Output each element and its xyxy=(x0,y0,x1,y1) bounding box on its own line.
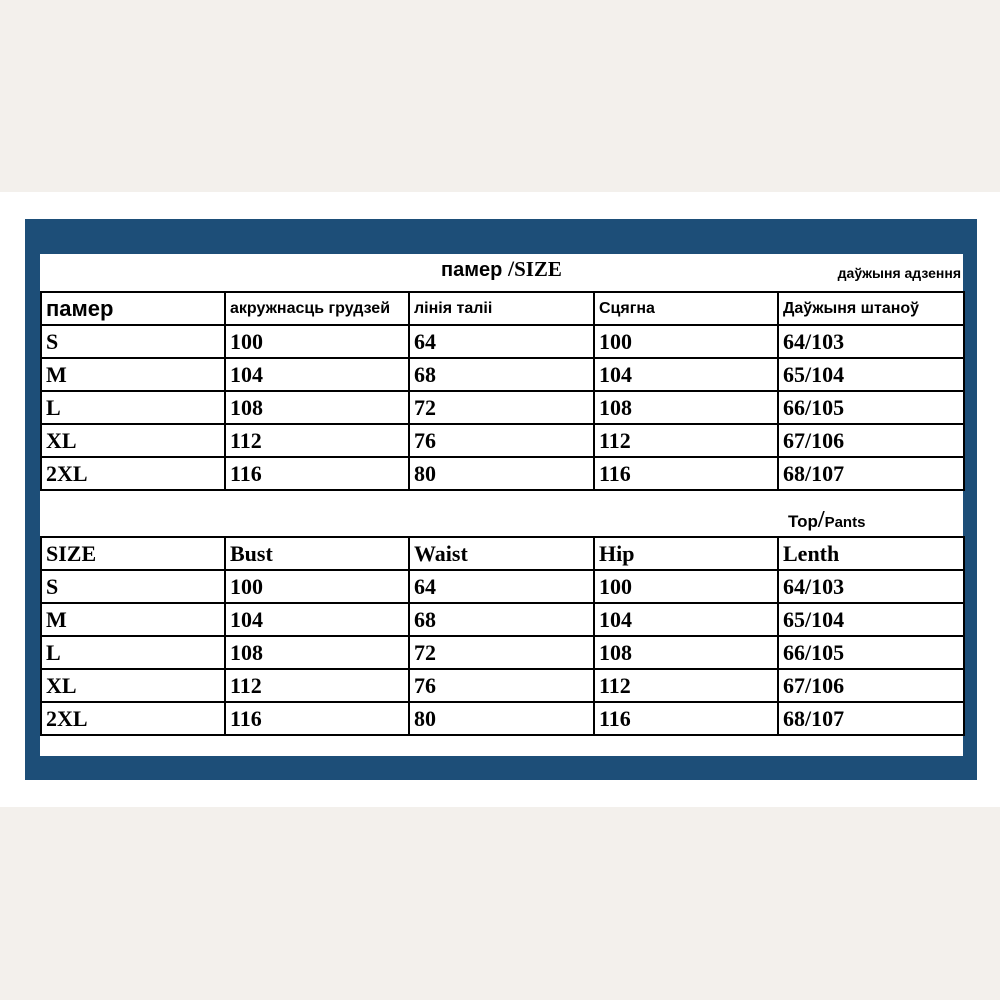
header-cell: Waist xyxy=(409,537,594,570)
title-slash: / xyxy=(507,256,515,281)
table-cell: 100 xyxy=(225,325,409,358)
title-part1: памер xyxy=(441,259,508,281)
table-cell: 104 xyxy=(594,603,778,636)
table-cell: 2XL xyxy=(41,457,225,490)
table-cell: 108 xyxy=(225,391,409,424)
bottom-section-note xyxy=(788,507,866,533)
header-cell: SIZE xyxy=(41,537,225,570)
table-cell: 112 xyxy=(225,669,409,702)
note-top: Top xyxy=(788,512,818,531)
table-cell: 100 xyxy=(594,570,778,603)
top-size-table xyxy=(40,291,965,491)
header-cell: Сцягна xyxy=(594,292,778,325)
table-cell: 66/105 xyxy=(778,636,964,669)
table-cell: 66/105 xyxy=(778,391,964,424)
table-row xyxy=(41,391,964,424)
header-cell: акружнасць грудзей xyxy=(225,292,409,325)
bottom-size-table xyxy=(40,536,965,736)
table-row xyxy=(41,457,964,490)
table-cell: L xyxy=(41,636,225,669)
table-cell: 116 xyxy=(594,702,778,735)
table-cell: 104 xyxy=(225,603,409,636)
table-row xyxy=(41,358,964,391)
table-cell: 67/106 xyxy=(778,669,964,702)
note-pants: Pants xyxy=(824,514,866,531)
table-cell: 64/103 xyxy=(778,325,964,358)
table-cell: 67/106 xyxy=(778,424,964,457)
table-cell: 112 xyxy=(594,424,778,457)
table-cell: XL xyxy=(41,424,225,457)
table-cell: 112 xyxy=(594,669,778,702)
table-cell: 68/107 xyxy=(778,457,964,490)
table-row xyxy=(41,603,964,636)
header-cell: Lenth xyxy=(778,537,964,570)
table-cell: 116 xyxy=(594,457,778,490)
header-cell: Hip xyxy=(594,537,778,570)
table-header-row xyxy=(41,537,964,570)
table-row xyxy=(41,669,964,702)
table-cell: 100 xyxy=(594,325,778,358)
table-cell: 2XL xyxy=(41,702,225,735)
table-cell: 116 xyxy=(225,457,409,490)
table-cell: 68 xyxy=(409,603,594,636)
table-cell: 72 xyxy=(409,391,594,424)
table-cell: 112 xyxy=(225,424,409,457)
table-cell: M xyxy=(41,603,225,636)
table-cell: 80 xyxy=(409,702,594,735)
table-row xyxy=(41,636,964,669)
table-cell: 65/104 xyxy=(778,358,964,391)
table-cell: 65/104 xyxy=(778,603,964,636)
table-row xyxy=(41,325,964,358)
table-cell: 104 xyxy=(225,358,409,391)
table-cell: 68/107 xyxy=(778,702,964,735)
table-cell: XL xyxy=(41,669,225,702)
table-header-row xyxy=(41,292,964,325)
table-cell: 108 xyxy=(225,636,409,669)
header-cell: лінія таліі xyxy=(409,292,594,325)
header-cell: Bust xyxy=(225,537,409,570)
table-cell: M xyxy=(41,358,225,391)
title-part2: SIZE xyxy=(514,257,562,281)
table-cell: 64/103 xyxy=(778,570,964,603)
top-section-note: даўжыня адзення xyxy=(837,265,961,281)
table-row xyxy=(41,424,964,457)
table-cell: L xyxy=(41,391,225,424)
note-slash: / xyxy=(817,507,825,533)
table-cell: 108 xyxy=(594,391,778,424)
table-cell: 116 xyxy=(225,702,409,735)
table-cell: 100 xyxy=(225,570,409,603)
table-cell: 76 xyxy=(409,424,594,457)
header-cell: Даўжыня штаноў xyxy=(778,292,964,325)
table-row xyxy=(41,702,964,735)
table-row xyxy=(41,570,964,603)
table-cell: 108 xyxy=(594,636,778,669)
table-cell: 72 xyxy=(409,636,594,669)
table-cell: 64 xyxy=(409,570,594,603)
table-cell: 68 xyxy=(409,358,594,391)
table-cell: 104 xyxy=(594,358,778,391)
top-section-title xyxy=(40,254,963,285)
table-cell: S xyxy=(41,570,225,603)
table-cell: 76 xyxy=(409,669,594,702)
table-cell: 80 xyxy=(409,457,594,490)
size-chart-panel xyxy=(40,254,963,756)
table-cell: S xyxy=(41,325,225,358)
header-cell: памер xyxy=(41,292,225,325)
table-cell: 64 xyxy=(409,325,594,358)
